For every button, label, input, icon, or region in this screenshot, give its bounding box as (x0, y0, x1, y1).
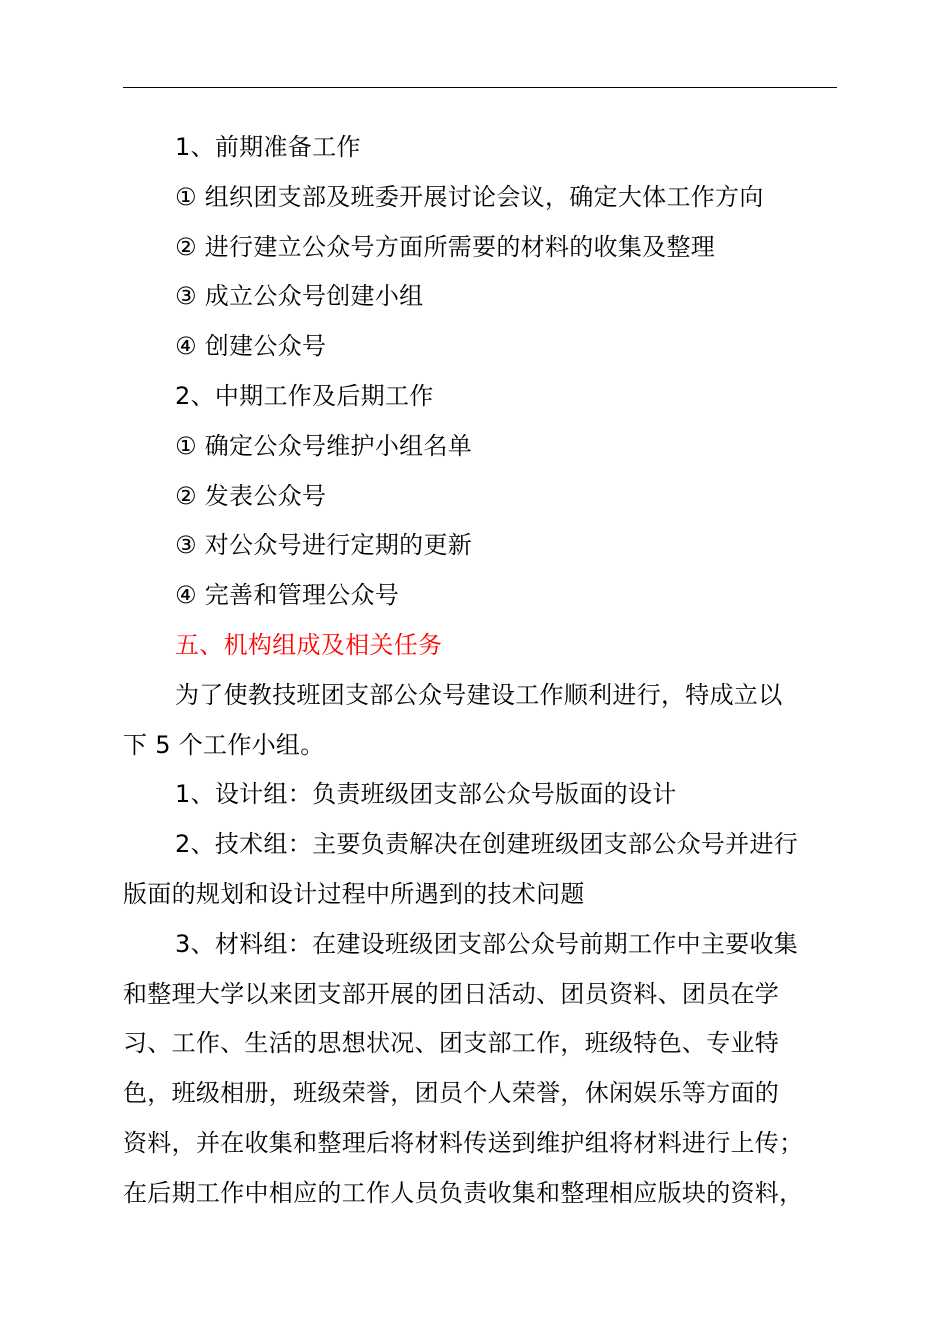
phase1-item-2: ② 进行建立公众号方面所需要的材料的收集及整理 (175, 232, 716, 261)
phase1-title: 1、前期准备工作 (175, 133, 361, 161)
intro-line-1: 为了使教技班团支部公众号建设工作顺利进行，特成立以 (175, 680, 783, 709)
phase1-item-3: ③ 成立公众号创建小组 (175, 282, 424, 311)
group2-line-1: 2、技术组：主要负责解决在创建班级团支部公众号并进行 (175, 830, 799, 859)
phase2-item-1: ① 确定公众号维护小组名单 (175, 431, 473, 460)
group3-line-5: 资料，并在收集和整理后将材料传送到维护组将材料进行上传； (123, 1128, 804, 1157)
phase2-item-4: ④ 完善和管理公众号 (175, 581, 400, 610)
document-body (123, 123, 863, 1219)
header-rule (123, 87, 837, 88)
group3-line-3: 习、工作、生活的思想状况、团支部工作，班级特色、专业特 (123, 1029, 780, 1058)
phase2-item-2: ② 发表公众号 (175, 481, 327, 510)
phase2-item-3: ③ 对公众号进行定期的更新 (175, 531, 473, 560)
intro-line-2: 下 5 个工作小组。 (123, 730, 325, 759)
phase2-title: 2、中期工作及后期工作 (175, 381, 434, 410)
group2-line-2: 版面的规划和设计过程中所遇到的技术问题 (123, 879, 585, 908)
group3-line-1: 3、材料组：在建设班级团支部公众号前期工作中主要收集 (175, 929, 799, 958)
phase1-item-1: ① 组织团支部及班委开展讨论会议，确定大体工作方向 (175, 182, 764, 211)
group3-line-4: 色，班级相册，班级荣誉，团员个人荣誉，休闲娱乐等方面的 (123, 1079, 780, 1108)
group3-line-6: 在后期工作中相应的工作人员负责收集和整理相应版块的资料， (123, 1178, 804, 1207)
group3-line-2: 和整理大学以来团支部开展的团日活动、团员资料、团员在学 (123, 979, 780, 1008)
group1-line-1: 1、设计组：负责班级团支部公众号版面的设计 (175, 780, 677, 809)
section-heading: 五、机构组成及相关任务 (175, 630, 443, 659)
phase1-item-4: ④ 创建公众号 (175, 332, 327, 361)
